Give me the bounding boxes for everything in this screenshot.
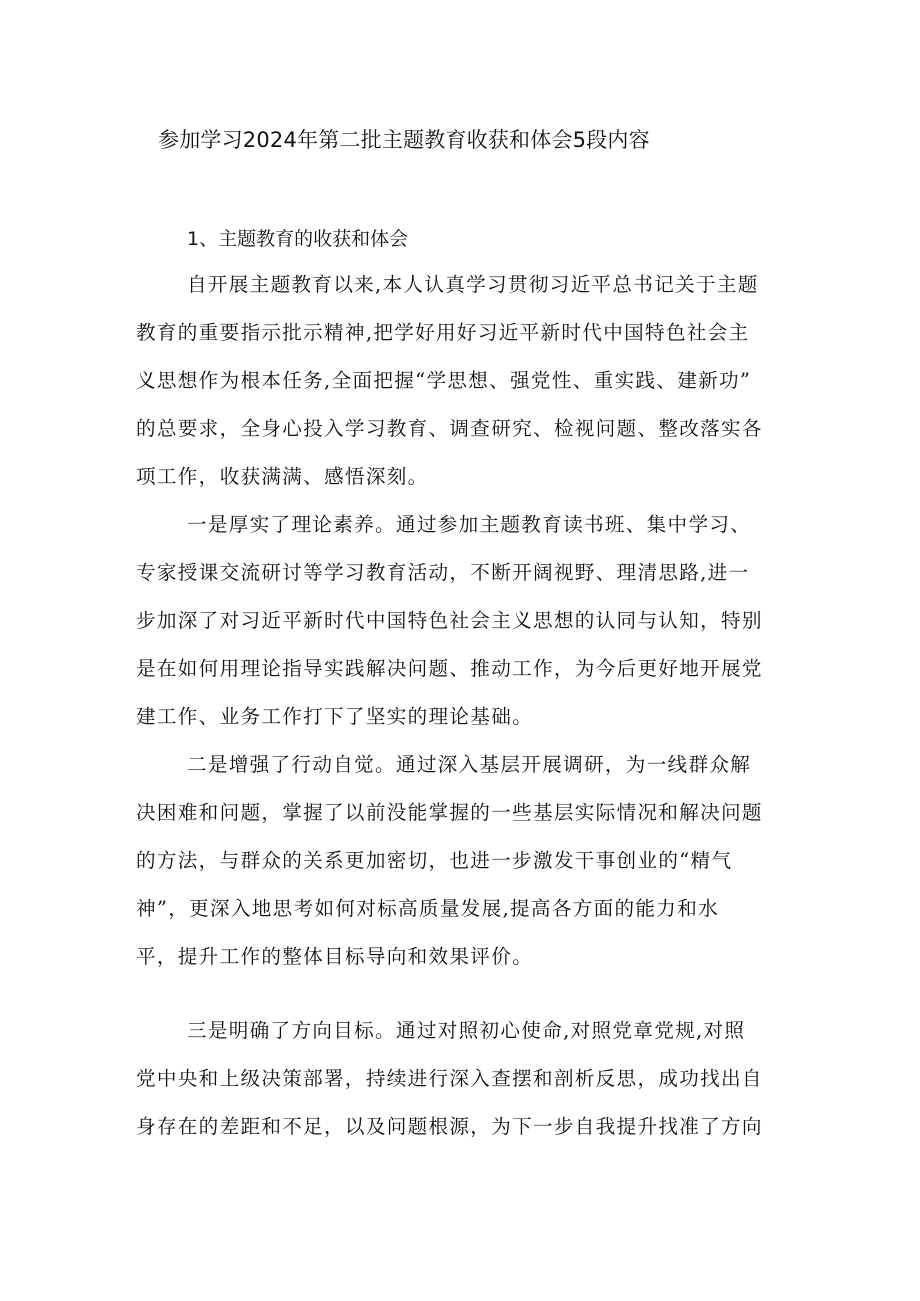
paragraph-2-line-4: 是在如何用理论指导实践解决问题、推动工作，为今后更好地开展党	[136, 657, 763, 680]
section-heading	[187, 224, 408, 251]
section-heading-text: 主题教育的收获和体会	[218, 228, 409, 250]
paragraph-1-line-3: 义思想作为根本任务,全面把握“学思想、强党性、重实践、建新功”	[136, 369, 752, 392]
document-title: 参加学习2024年第二批主题教育收获和体会5段内容	[158, 128, 650, 152]
paragraph-1-line-4: 的总要求，全身心投入学习教育、调查研究、检视问题、整改落实各	[136, 417, 763, 440]
paragraph-4-line-3: 身存在的差距和不足，以及问题根源，为下一步自我提升找准了方向	[136, 1115, 763, 1138]
paragraph-1-line-2: 教育的重要指示批示精神,把学好用好习近平新时代中国特色社会主	[136, 321, 750, 344]
paragraph-3-line-4: 神”，更深入地思考如何对标高质量发展,提高各方面的能力和水	[136, 897, 719, 920]
paragraph-2-line-3: 步加深了对习近平新时代中国特色社会主义思想的认同与认知，特别	[136, 609, 763, 632]
paragraph-2-line-5: 建工作、业务工作打下了坚实的理论基础。	[136, 705, 533, 728]
paragraph-3-line-3: 的方法，与群众的关系更加密切，也进一步激发干事创业的“精气	[136, 849, 733, 872]
paragraph-3-line-1: 二是增强了行动自觉。通过深入基层开展调研，为一线群众解	[187, 753, 752, 776]
paragraph-4-line-1: 三是明确了方向目标。通过对照初心使命,对照党章党规,对照	[187, 1019, 746, 1042]
paragraph-1-line-5: 项工作，收获满满、感悟深刻。	[136, 465, 429, 488]
section-number: 1、	[187, 228, 219, 250]
paragraph-3-line-5: 平，提升工作的整体目标导向和效果评价。	[136, 945, 533, 968]
paragraph-2-line-2: 专家授课交流研讨等学习教育活动，不断开阔视野、理清思路,进一	[136, 561, 750, 584]
paragraph-4-line-2: 党中央和上级决策部署，持续进行深入查摆和剖析反思，成功找出自	[136, 1067, 763, 1090]
paragraph-1-line-1: 自开展主题教育以来,本人认真学习贯彻习近平总书记关于主题	[187, 273, 759, 296]
paragraph-2-line-1: 一是厚实了理论素养。通过参加主题教育读书班、集中学习、	[187, 513, 752, 536]
paragraph-3-line-2: 决困难和问题，掌握了以前没能掌握的一些基层实际情况和解决问题	[136, 801, 763, 824]
